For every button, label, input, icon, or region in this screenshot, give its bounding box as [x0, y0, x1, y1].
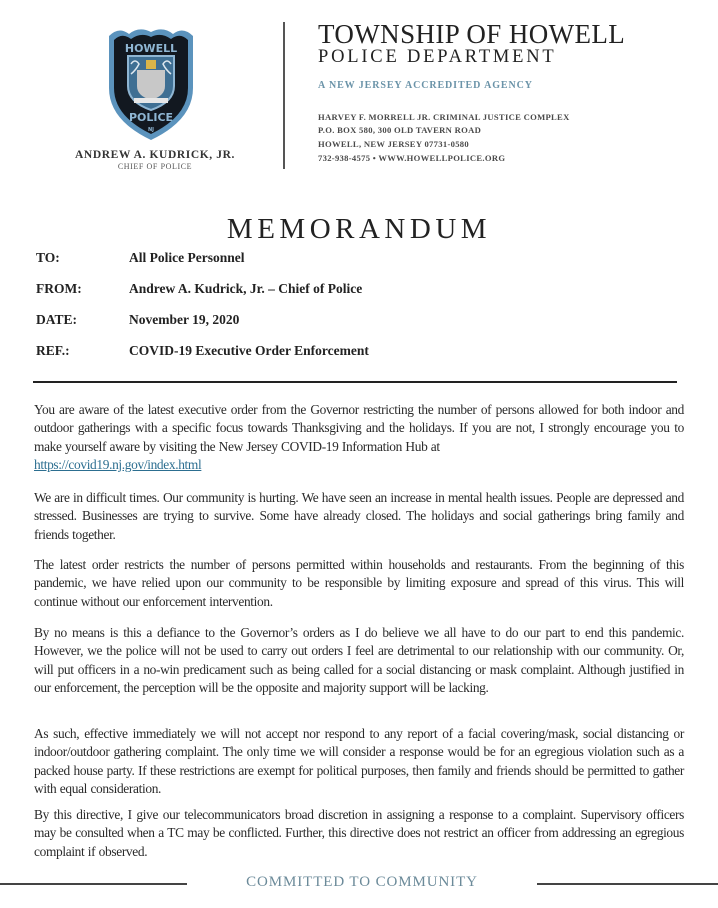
body-paragraph [34, 725, 684, 798]
paragraph-text: By no means is this a defiance to the Governor’s orders as I do believe we all have to do our part to end this pandemic. However, we the police will not be used to carry out orders I feel are detrimental to our relationship with our community. Or, will put officers in a no-win predicament such as being called for a social distancing or mask complaint. Although justified in our enforcement, the perception will be the opposite and majority support will be lacking. [34, 625, 684, 695]
memo-field-value: All Police Personnel [129, 250, 245, 265]
body-paragraph [34, 401, 684, 474]
badge-state-text: NJ [147, 127, 155, 133]
memo-field-value: Andrew A. Kudrick, Jr. – Chief of Police [129, 281, 363, 296]
address-line: HARVEY F. MORRELL JR. CRIMINAL JUSTICE COMPLEX [318, 112, 570, 122]
memo-field-label: DATE: [36, 312, 78, 327]
badge-shield-icon [103, 24, 199, 142]
chief-title: CHIEF OF POLICE [117, 162, 193, 171]
badge-top-text: HOWELL [124, 42, 178, 55]
address-line: HOWELL, NEW JERSEY 07731-0580 [318, 139, 469, 149]
memo-field-label: REF.: [36, 343, 70, 358]
memo-title: MEMORANDUM [226, 213, 492, 245]
footer-rule-left [0, 883, 187, 885]
memo-field-label: TO: [36, 250, 60, 265]
memo-field-label: FROM: [36, 281, 82, 296]
contact-line: 732-938-4575 • WWW.HOWELLPOLICE.ORG [318, 153, 506, 163]
memo-field-value: COVID-19 Executive Order Enforcement [129, 343, 369, 358]
paragraph-text: As such, effective immediately we will not accept nor respond to any report of a facial covering/mask, social distancing or indoor/outdoor gathering complaint. The only time we will consider a response would be for an egregious violation such as a packed house party. If these restrictions are exempt for political purposes, then family and friends should be permitted to gather with equal consideration. [34, 726, 684, 796]
paragraph-text: The latest order restricts the number of persons permitted within households and restaurants. From the beginning of this pandemic, we have relied upon our community to be responsible by limiting exposure and spread of this virus. This will continue without our enforcement intervention. [34, 557, 684, 609]
footer-motto: COMMITTED TO COMMUNITY [246, 874, 478, 890]
body-paragraph [34, 556, 684, 611]
township-title: TOWNSHIP OF HOWELL [318, 19, 626, 49]
covid-info-hub-link[interactable]: https://covid19.nj.gov/index.html [34, 456, 202, 472]
address-line: P.O. BOX 580, 300 OLD TAVERN ROAD [318, 125, 482, 135]
memo-field-value: November 19, 2020 [129, 312, 240, 327]
department-title: POLICE DEPARTMENT [318, 47, 557, 67]
footer-rule-right [537, 883, 718, 885]
paragraph-text: You are aware of the latest executive order from the Governor restricting the number of persons allowed for both indoor and outdoor gatherings with a specific focus towards Thanksgiving and the holidays. If you are not, I strongly encourage you to make yourself aware by visiting the New Jersey COVID-19 Information Hub at [34, 402, 684, 454]
body-paragraph [34, 624, 684, 697]
body-paragraph [34, 489, 684, 544]
header-divider [283, 22, 285, 169]
body-paragraph [34, 806, 684, 861]
memo-header-rule [33, 381, 677, 383]
paragraph-text: By this directive, I give our telecommunicators broad discretion in assigning a response to a complaint. Supervisory officers may be consulted when a TC may be conflicted. Further, this directive does not restrict an officer from addressing an egregious complaint if observed. [34, 807, 684, 859]
paragraph-text: We are in difficult times. Our community is hurting. We have seen an increase in mental health issues. People are depressed and stressed. Businesses are trying to survive. Some have already closed. The holidays and social gatherings bring family and friends together. [34, 490, 684, 542]
police-badge-logo [103, 24, 199, 142]
chief-name: ANDREW A. KUDRICK, JR. [75, 149, 235, 161]
badge-bottom-text: POLICE [128, 111, 174, 124]
agency-tagline: A NEW JERSEY ACCREDITED AGENCY [318, 80, 533, 91]
